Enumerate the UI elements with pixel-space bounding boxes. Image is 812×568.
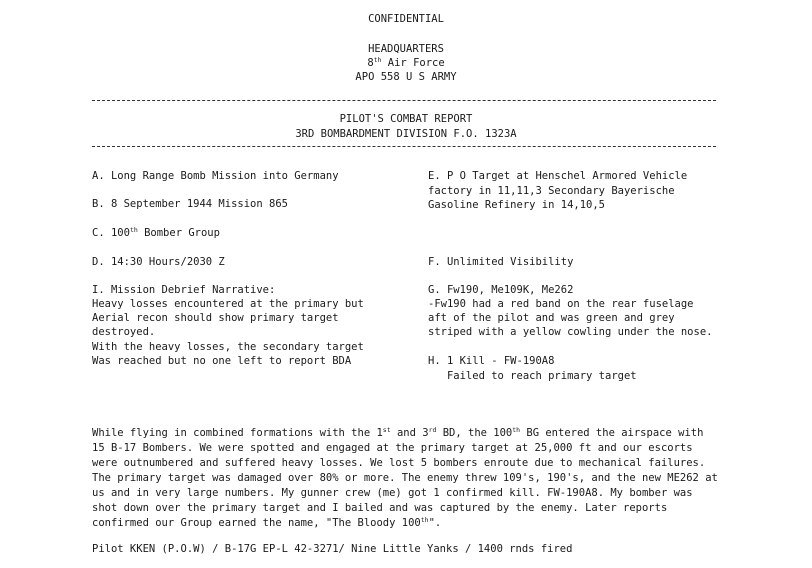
item-e-line: factory in 11,11,3 Secondary Bayerische bbox=[428, 185, 675, 197]
item-g-line: G. Fw190, Me109K, Me262 bbox=[428, 284, 574, 296]
item-d: D. 14:30 Hours/2030 Z bbox=[92, 256, 225, 268]
unit-label bbox=[0, 56, 812, 71]
narrative-text: BG entered the airspace with 15 B-17 Bombers. We were spotted and engaged at the primary target at 25,000 ft and our escorts were outnumbered and suffered heavy losses. We lost 5 bombers enroute due to mechanical failures. The primary target was damaged over 80% or more. The enemy threw 109's, 190's, and the new ME262 at us and in very large numbers. My gunner crew (me) got 1 confirmed kill. FW-190A8. My bomber was shot down over the primary target and I bailed and was captured by the enemy. Later reports confirmed our Group earned the name, "The Bloody 100 bbox=[92, 427, 718, 529]
item-i-line: With the heavy losses, the secondary target bbox=[92, 341, 364, 353]
hq-label: HEADQUARTERS bbox=[368, 43, 444, 55]
unit-number: 8 bbox=[367, 57, 374, 69]
divider-bottom bbox=[92, 146, 716, 147]
apo-label: APO 558 U S ARMY bbox=[355, 71, 457, 83]
item-i-line: Was reached but no one left to report BDA bbox=[92, 355, 352, 367]
item-c-sup: th bbox=[129, 226, 138, 234]
narrative-sup: st bbox=[382, 426, 391, 434]
narrative-sup: th bbox=[512, 426, 521, 434]
item-g-line: striped with a yellow cowling under the nose. bbox=[428, 326, 713, 338]
narrative-text: ". bbox=[428, 517, 442, 529]
divider-top bbox=[92, 100, 716, 101]
report-title: PILOT'S COMBAT REPORT bbox=[339, 113, 473, 125]
item-i-heading: I. Mission Debrief Narrative: bbox=[92, 284, 276, 296]
narrative-text: BD, the 100 bbox=[436, 427, 513, 439]
narrative-paragraph bbox=[92, 426, 722, 531]
item-g-line: aft of the pilot and was green and grey bbox=[428, 312, 675, 324]
unit-rest: Air Force bbox=[381, 57, 445, 69]
item-e-line: E. P O Target at Henschel Armored Vehicle bbox=[428, 170, 688, 182]
unit-sup: th bbox=[373, 56, 382, 64]
narrative-text: While flying in combined formations with the 1 bbox=[92, 427, 383, 439]
item-f: F. Unlimited Visibility bbox=[428, 256, 574, 268]
item-c-pre: C. 100 bbox=[92, 227, 130, 239]
item-c-post: Bomber Group bbox=[137, 227, 220, 239]
item-g-line: -Fw190 had a red band on the rear fuselage bbox=[428, 298, 694, 310]
narrative-sup: rd bbox=[428, 426, 437, 434]
item-i-line: Aerial recon should show primary target bbox=[92, 312, 339, 324]
classification-label: CONFIDENTIAL bbox=[368, 13, 444, 25]
item-h-line: Failed to reach primary target bbox=[428, 370, 637, 382]
item-b: B. 8 September 1944 Mission 865 bbox=[92, 198, 288, 210]
item-h-line: H. 1 Kill - FW-190A8 bbox=[428, 355, 555, 367]
pilot-signature-line: Pilot KKEN (P.O.W) / B-17G EP-L 42-3271/ Nine Little Yanks / 1400 rnds fired bbox=[92, 543, 573, 555]
narrative-text: and 3 bbox=[390, 427, 429, 439]
item-e-line: Gasoline Refinery in 14,10,5 bbox=[428, 199, 606, 211]
item-c bbox=[92, 226, 392, 241]
report-subtitle: 3RD BOMBARDMENT DIVISION F.O. 1323A bbox=[295, 128, 517, 140]
narrative-sup: th bbox=[420, 516, 429, 524]
item-i-line: Heavy losses encountered at the primary but bbox=[92, 298, 364, 310]
item-a: A. Long Range Bomb Mission into Germany bbox=[92, 170, 339, 182]
item-i-line: destroyed. bbox=[92, 326, 156, 338]
